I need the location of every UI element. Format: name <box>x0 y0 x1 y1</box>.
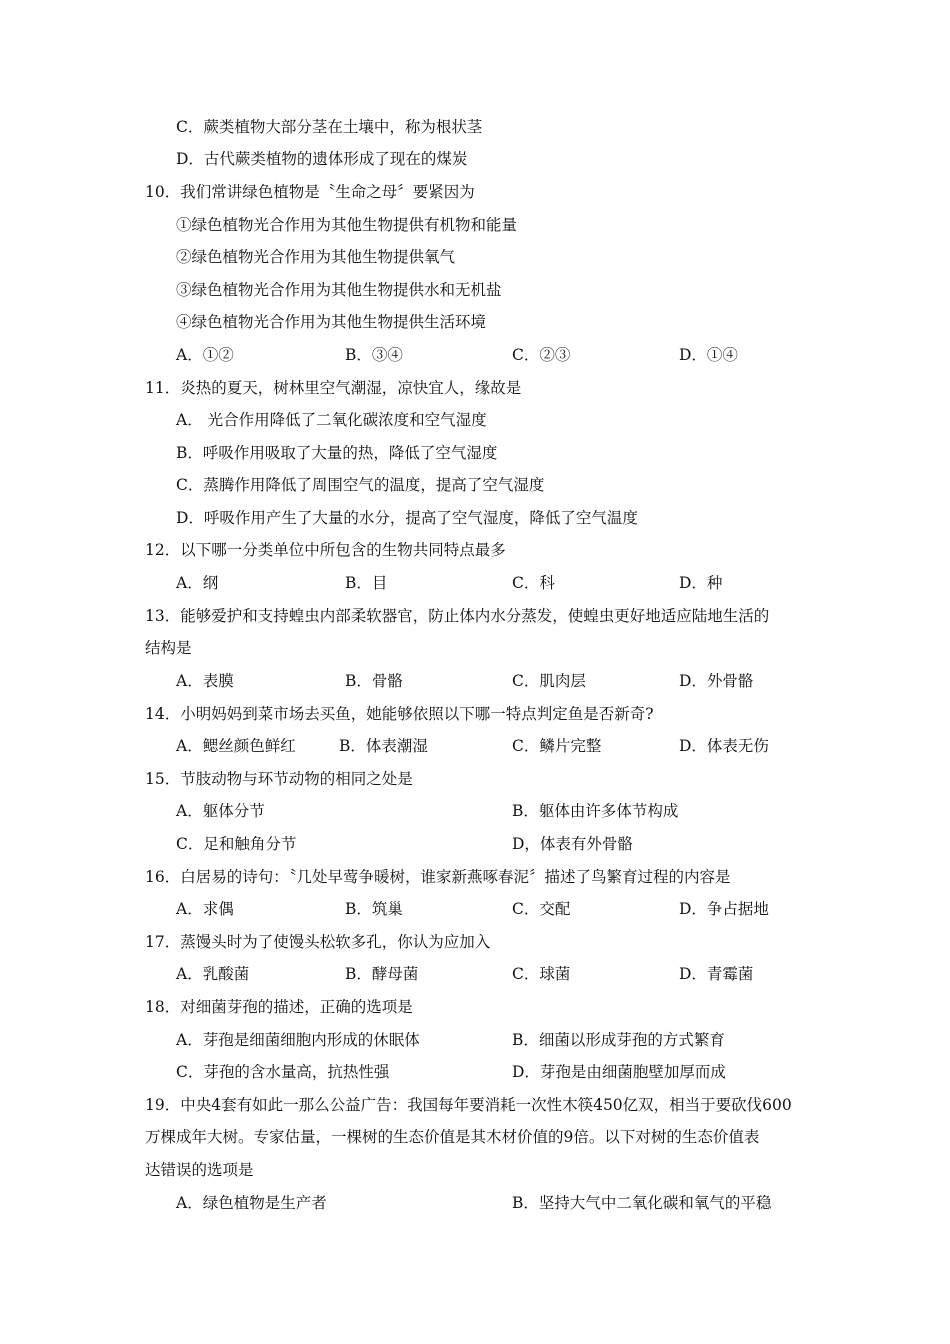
q15-stem: 15．节肢动物与环节动物的相同之处是 <box>145 770 413 788</box>
q10-statement-3: ③绿色植物光合作用为其他生物提供水和无机盐 <box>176 281 502 299</box>
q12-option-c: C．科 <box>512 574 555 592</box>
q13-stem-line-2: 结构是 <box>145 639 192 657</box>
q13-option-c: C．肌肉层 <box>512 672 586 690</box>
q14-option-c: C．鳞片完整 <box>512 737 602 755</box>
q17-option-b: B．酵母菌 <box>345 965 419 983</box>
q19-stem-line-1: 19．中央4套有如此一那么公益广告：我国每年要消耗一次性木筷450亿双，相当于要砍伐600 <box>145 1096 792 1114</box>
q10-statement-4: ④绿色植物光合作用为其他生物提供生活环境 <box>176 313 487 331</box>
q16-option-b: B．筑巢 <box>345 900 403 918</box>
q12-option-d: D．种 <box>679 574 723 592</box>
q17-option-d: D．青霉菌 <box>679 965 754 983</box>
q18-option-b: B．细菌以形成芽孢的方式繁育 <box>512 1031 725 1049</box>
q10-option-b: B．③④ <box>345 346 403 364</box>
q15-option-b: B．躯体由许多体节构成 <box>512 802 679 820</box>
q13-option-b: B．骨骼 <box>345 672 403 690</box>
q12-option-b: B．目 <box>345 574 388 592</box>
q15-option-a: A．躯体分节 <box>176 802 265 820</box>
q15-option-d: D，体表有外骨骼 <box>512 835 633 853</box>
q11-option-b: B．呼吸作用吸取了大量的热，降低了空气湿度 <box>176 444 498 462</box>
q13-option-d: D．外骨骼 <box>679 672 754 690</box>
q17-stem: 17．蒸馒头时为了使馒头松软多孔，你认为应加入 <box>145 933 491 951</box>
q10-statement-2: ②绿色植物光合作用为其他生物提供氧气 <box>176 248 456 266</box>
q19-stem-line-2: 万棵成年大树。专家估量，一棵树的生态价值是其木材价值的9倍。以下对树的生态价值表 <box>145 1128 760 1146</box>
q13-option-a: A．表膜 <box>176 672 234 690</box>
q17-option-a: A．乳酸菌 <box>176 965 250 983</box>
q18-option-c: C．芽孢的含水量高，抗热性强 <box>176 1063 390 1081</box>
q10-stem: 10．我们常讲绿色植物是〝生命之母〞要紧因为 <box>145 183 475 201</box>
q19-option-b: B．坚持大气中二氧化碳和氧气的平稳 <box>512 1194 772 1212</box>
q10-option-d: D．①④ <box>679 346 738 364</box>
q11-option-d: D．呼吸作用产生了大量的水分，提高了空气湿度，降低了空气温度 <box>176 509 638 527</box>
q11-option-a: A． 光合作用降低了二氧化碳浓度和空气湿度 <box>176 411 487 429</box>
q13-stem-line-1: 13．能够爱护和支持蝗虫内部柔软器官，防止体内水分蒸发，使蝗虫更好地适应陆地生活的 <box>145 607 770 625</box>
q18-stem: 18．对细菌芽孢的描述，正确的选项是 <box>145 998 413 1016</box>
q18-option-d: D．芽孢是由细菌胞壁加厚而成 <box>512 1063 726 1081</box>
q18-option-a: A．芽孢是细菌细胞内形成的休眠体 <box>176 1031 420 1049</box>
q19-option-a: A．绿色植物是生产者 <box>176 1194 327 1212</box>
q10-option-a: A．①② <box>176 346 234 364</box>
q9-option-d: D．古代蕨类植物的遗体形成了现在的煤炭 <box>176 150 468 168</box>
q14-option-a: A．鳃丝颜色鲜红 <box>176 737 296 755</box>
q15-option-c: C．足和触角分节 <box>176 835 297 853</box>
q14-option-b: B．体表潮湿 <box>339 737 428 755</box>
q19-stem-line-3: 达错误的选项是 <box>145 1161 254 1179</box>
q16-option-a: A．求偶 <box>176 900 234 918</box>
q12-stem: 12．以下哪一分类单位中所包含的生物共同特点最多 <box>145 541 506 559</box>
q16-option-d: D．争占据地 <box>679 900 769 918</box>
q16-option-c: C．交配 <box>512 900 571 918</box>
q17-option-c: C．球菌 <box>512 965 571 983</box>
q16-stem: 16．白居易的诗句：〝几处早莺争暖树，谁家新燕啄春泥〞描述了鸟繁育过程的内容是 <box>145 868 731 886</box>
q14-option-d: D．体表无伤 <box>679 737 769 755</box>
q11-stem: 11．炎热的夏天，树林里空气潮湿，凉快宜人，缘故是 <box>145 379 522 397</box>
q10-statement-1: ①绿色植物光合作用为其他生物提供有机物和能量 <box>176 216 518 234</box>
q14-stem: 14．小明妈妈到菜市场去买鱼，她能够依照以下哪一特点判定鱼是否新奇? <box>145 705 654 723</box>
q11-option-c: C．蒸腾作用降低了周围空气的温度，提高了空气湿度 <box>176 476 545 494</box>
q12-option-a: A．纲 <box>176 574 219 592</box>
q9-option-c: C．蕨类植物大部分茎在土壤中，称为根状茎 <box>176 118 483 136</box>
q10-option-c: C．②③ <box>512 346 571 364</box>
